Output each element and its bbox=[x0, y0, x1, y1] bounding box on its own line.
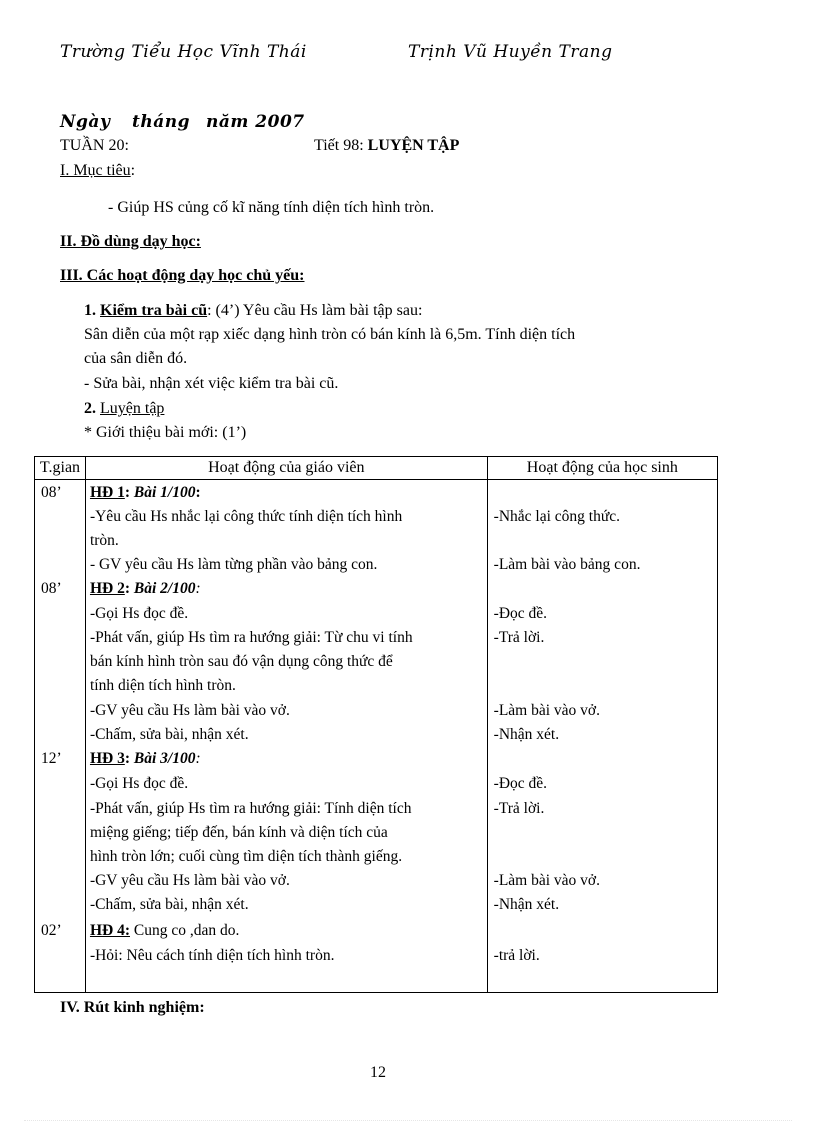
student-column bbox=[487, 480, 717, 993]
student-line: -Làm bài vào vở. bbox=[493, 702, 600, 719]
item2-line bbox=[84, 400, 164, 418]
hd4-label: HĐ 4: bbox=[89, 922, 130, 939]
teacher-line: -Phát vấn, giúp Hs tìm ra hướng giải: Tính diện tích bbox=[89, 800, 412, 817]
hd3-sep: : bbox=[124, 750, 134, 767]
date-month: tháng bbox=[132, 112, 190, 132]
teacher-line: -Gọi Hs đọc đề. bbox=[89, 775, 189, 792]
item2-number: 2. bbox=[84, 400, 96, 417]
objectives-heading bbox=[60, 162, 135, 180]
student-line: -Đọc đề. bbox=[493, 605, 548, 622]
item1-rest: : (4’) Yêu cầu Hs làm bài tập sau: bbox=[207, 302, 423, 319]
date-day: Ngày bbox=[60, 112, 111, 132]
item1-problem-line2: của sân diễn đó. bbox=[84, 350, 188, 367]
hd1-exercise: Bài 1/100 bbox=[133, 484, 196, 501]
time-column bbox=[35, 480, 86, 993]
student-line: -Nhắc lại công thức. bbox=[493, 508, 620, 525]
student-line: -Nhận xét. bbox=[493, 726, 560, 743]
student-line: -Trả lời. bbox=[493, 629, 545, 646]
student-line: -Nhận xét. bbox=[493, 896, 560, 913]
teacher-line: -Chấm, sửa bài, nhận xét. bbox=[89, 726, 249, 743]
hd3-end: : bbox=[195, 750, 201, 767]
item1-number: 1. bbox=[84, 302, 96, 319]
time-hd2: 08’ bbox=[41, 580, 62, 597]
hd2-end: : bbox=[195, 580, 201, 597]
hd3-heading bbox=[90, 750, 201, 768]
hd1-sep: : bbox=[124, 484, 134, 501]
hd1-end: : bbox=[195, 484, 201, 501]
date-year: năm 2007 bbox=[206, 112, 305, 132]
hd2-exercise: Bài 2/100 bbox=[133, 580, 196, 597]
school-name: Trường Tiểu Học Vĩnh Thái bbox=[60, 42, 307, 62]
item1-line bbox=[84, 302, 422, 320]
table-body-row bbox=[35, 480, 718, 993]
teacher-line: -GV yêu cầu Hs làm bài vào vở. bbox=[89, 702, 290, 719]
page-number: 12 bbox=[370, 1064, 386, 1081]
hd2-heading bbox=[90, 580, 201, 598]
hd2-label: HĐ 2 bbox=[89, 580, 125, 597]
teacher-line: - GV yêu cầu Hs làm từng phần vào bảng con. bbox=[89, 556, 378, 573]
hd3-label: HĐ 3 bbox=[89, 750, 125, 767]
time-hd4: 02’ bbox=[41, 922, 62, 939]
item1-problem-line1: Sân diễn của một rạp xiếc dạng hình tròn có bán kính là 6,5m. Tính diện tích bbox=[84, 326, 576, 343]
header-student: Hoạt động của học sinh bbox=[487, 457, 717, 480]
student-line: -trả lời. bbox=[493, 947, 540, 964]
student-line: -Đọc đề. bbox=[493, 775, 548, 792]
teacher-line: -Hỏi: Nêu cách tính diện tích hình tròn. bbox=[89, 947, 335, 964]
materials-heading: II. Đồ dùng dạy học: bbox=[60, 233, 201, 250]
week-label: TUẦN 20: bbox=[60, 137, 129, 154]
objectives-heading-text: I. Mục tiêu bbox=[60, 162, 131, 179]
teacher-line: tính diện tích hình tròn. bbox=[89, 677, 236, 694]
item2-title: Luyện tập bbox=[100, 400, 165, 417]
item1-review: - Sửa bài, nhận xét việc kiểm tra bài cũ. bbox=[84, 375, 339, 392]
hd4-rest: Cung co ,dan do. bbox=[130, 922, 240, 939]
header-time: T.gian bbox=[35, 457, 86, 480]
lesson-period: Tiết 98: bbox=[314, 137, 364, 154]
lesson-heading bbox=[314, 137, 459, 155]
student-line: -Trả lời. bbox=[493, 800, 545, 817]
objectives-colon: : bbox=[130, 162, 136, 179]
teacher-line: -Chấm, sửa bài, nhận xét. bbox=[89, 896, 249, 913]
hd4-heading bbox=[90, 922, 239, 940]
hd2-sep: : bbox=[124, 580, 134, 597]
teacher-name: Trịnh Vũ Huyền Trang bbox=[408, 42, 613, 62]
activities-heading bbox=[60, 267, 328, 285]
experience-heading: IV. Rút kinh nghiệm: bbox=[60, 999, 205, 1016]
header-teacher: Hoạt động của giáo viên bbox=[85, 457, 487, 480]
table-header-row bbox=[35, 457, 718, 480]
bottom-dotted-rule bbox=[24, 1120, 792, 1121]
teacher-line: -Phát vấn, giúp Hs tìm ra hướng giải: Từ chu vi tính bbox=[89, 629, 413, 646]
hd3-exercise: Bài 3/100 bbox=[133, 750, 196, 767]
item2-intro: * Giới thiệu bài mới: (1’) bbox=[84, 424, 247, 441]
lesson-title: LUYỆN TẬP bbox=[367, 137, 460, 154]
hd1-heading bbox=[90, 484, 201, 502]
teacher-line: -Yêu cầu Hs nhắc lại công thức tính diện tích hình bbox=[89, 508, 403, 525]
activities-table bbox=[34, 456, 718, 993]
teacher-line: -GV yêu cầu Hs làm bài vào vở. bbox=[89, 872, 290, 889]
student-line: -Làm bài vào bảng con. bbox=[493, 556, 641, 573]
student-line: -Làm bài vào vở. bbox=[493, 872, 600, 889]
teacher-line: tròn. bbox=[89, 532, 119, 549]
hd1-label: HĐ 1 bbox=[89, 484, 125, 501]
item1-title: Kiểm tra bài cũ bbox=[100, 302, 208, 319]
teacher-line: miệng giếng; tiếp đến, bán kính và diện tích của bbox=[89, 824, 388, 841]
objective-text: - Giúp HS củng cố kĩ năng tính diện tích hình tròn. bbox=[108, 199, 435, 216]
teacher-column bbox=[85, 480, 487, 993]
teacher-line: -Gọi Hs đọc đề. bbox=[89, 605, 189, 622]
activities-heading-text: III. Các hoạt động dạy học chủ yếu: bbox=[60, 267, 305, 284]
time-hd3: 12’ bbox=[41, 750, 62, 767]
teacher-line: bán kính hình tròn sau đó vận dụng công thức để bbox=[89, 653, 393, 670]
teacher-line: hình tròn lớn; cuối cùng tìm diện tích thành giếng. bbox=[89, 848, 403, 865]
time-hd1: 08’ bbox=[41, 484, 62, 501]
